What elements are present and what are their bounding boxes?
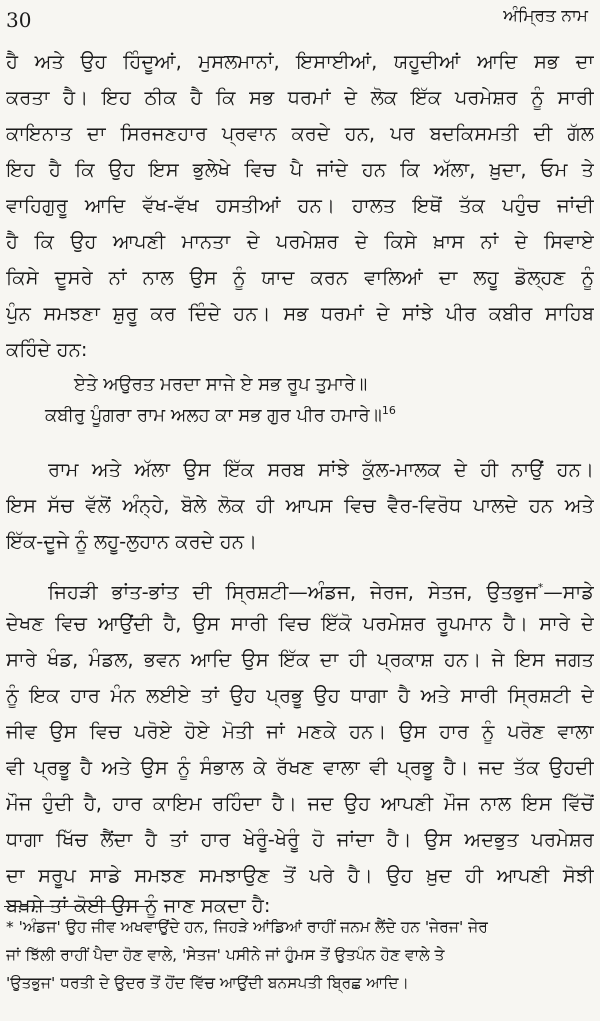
footnote-line: ਜਾਂ ਝਿੱਲੀ ਰਾਹੀਂ ਪੈਦਾ ਹੋਣ ਵਾਲੇ, 'ਸੇਤਜ' ਪਸੀਨੇ ਜਾਂ ਹੁੰਮਸ ਤੋਂ ਉਤਪੰਨ ਹੋਣ ਵਾਲੇ ਤੇ xyxy=(6,946,445,964)
paragraph-line: ਵਾਹਿਗੁਰੂ ਆਦਿ ਵੱਖ-ਵੱਖ ਹਸਤੀਆਂ ਹਨ। ਹਾਲਤ ਇਥੋਂ ਤੱਕ ਪਹੁੰਚ ਜਾਂਦੀ xyxy=(6,194,594,217)
footnote-line: 'ਉਤਭੁਜ' ਧਰਤੀ ਦੇ ਉਦਰ ਤੋਂ ਹੋਂਦ ਵਿੱਚ ਆਉਂਦੀ ਬਨਸਪਤੀ ਬ੍ਰਿਛ ਆਦਿ। xyxy=(6,974,409,992)
paragraph-line: ਪੁੰਨ ਸਮਝਣਾ ਸ਼ੁਰੂ ਕਰ ਦਿੰਦੇ ਹਨ। ਸਭ ਧਰਮਾਂ ਦੇ ਸਾਂਝੇ ਪੀਰ ਕਬੀਰ ਸਾਹਿਬ xyxy=(6,302,594,325)
paragraph-line: ਜੀਵ ਉਸ ਵਿਚ ਪਰੋਏ ਹੋਏ ਮੋਤੀ ਜਾਂ ਮਣਕੇ ਹਨ। ਉਸ ਹਾਰ ਨੂੰ ਪਰੋਣ ਵਾਲਾ xyxy=(6,720,594,743)
paragraph-line: ਇਹ ਹੈ ਕਿ ਉਹ ਇਸ ਭੁਲੇਖੇ ਵਿਚ ਪੈ ਜਾਂਦੇ ਹਨ ਕਿ ਅੱਲਾ, ਖ਼ੁਦਾ, ਓਮ ਤੇ xyxy=(6,158,594,181)
paragraph-line: ਸਾਰੇ ਖੰਡ, ਮੰਡਲ, ਭਵਨ ਆਦਿ ਉਸ ਇੱਕ ਦਾ ਹੀ ਪ੍ਰਕਾਸ਼ ਹਨ। ਜੇ ਇਸ ਜਗਤ xyxy=(6,648,594,671)
paragraph-line: ਵੀ ਪ੍ਰਭੂ ਹੈ ਅਤੇ ਉਸ ਨੂੰ ਸੰਭਾਲ ਕੇ ਰੱਖਣ ਵਾਲਾ ਵੀ ਪ੍ਰਭੂ ਹੈ। ਜਦ ਤੱਕ ਉਹਦੀ xyxy=(6,756,594,779)
page-header xyxy=(6,6,588,34)
paragraph-line: ਰਾਮ ਅਤੇ ਅੱਲਾ ਉਸ ਇੱਕ ਸਰਬ ਸਾਂਝੇ ਕੁੱਲ-ਮਾਲਕ ਦੇ ਹੀ ਨਾਉਂ ਹਨ। xyxy=(48,458,594,481)
page-number: 30 xyxy=(6,8,32,32)
paragraph-line: ਬਖ਼ਸ਼ੇ ਤਾਂ ਕੋਈ ਉਸ ਨੂੰ ਜਾਣ ਸਕਦਾ ਹੈ: xyxy=(6,894,271,917)
paragraph-line: ਇੱਕ-ਦੂਜੇ ਨੂੰ ਲਹੂ-ਲੁਹਾਨ ਕਰਦੇ ਹਨ। xyxy=(6,530,258,553)
paragraph-line: ਕਿਸੇ ਦੂਸਰੇ ਨਾਂ ਨਾਲ ਉਸ ਨੂੰ ਯਾਦ ਕਰਨ ਵਾਲਿਆਂ ਦਾ ਲਹੂ ਡੋਲ੍ਹਣ ਨੂੰ xyxy=(6,266,594,289)
footnote-marker: * xyxy=(537,581,544,594)
paragraph-line: ਇਸ ਸੱਚ ਵੱਲੋਂ ਅੰਨ੍ਹੇ, ਬੋਲੇ ਲੋਕ ਹੀ ਆਪਸ ਵਿਚ ਵੈਰ-ਵਿਰੋਧ ਪਾਲਦੇ ਹਨ ਅਤੇ xyxy=(6,494,594,517)
footnote-rule xyxy=(4,906,150,907)
paragraph-line: ਕਰਤਾ ਹੈ। ਇਹ ਠੀਕ ਹੈ ਕਿ ਸਭ ਧਰਮਾਂ ਦੇ ਲੋਕ ਇੱਕ ਪਰਮੇਸ਼ਰ ਨੂੰ ਸਾਰੀ xyxy=(6,86,594,109)
verse-line-1: ਏਤੇ ਅਉਰਤ ਮਰਦਾ ਸਾਜੇ ਏ ਸਭ ਰੂਪ ਤੁਮਾਰੇ॥ xyxy=(74,374,368,395)
paragraph-line: ਧਾਗਾ ਖਿੱਚ ਲੈਂਦਾ ਹੈ ਤਾਂ ਹਾਰ ਖੇਰੂੰ-ਖੇਰੂੰ ਹੋ ਜਾਂਦਾ ਹੈ। ਉਸ ਅਦਭੁਤ ਪਰਮੇਸ਼ਰ xyxy=(6,828,594,851)
paragraph-line: ਹੈ ਕਿ ਉਹ ਆਪਣੀ ਮਾਨਤਾ ਦੇ ਪਰਮੇਸ਼ਰ ਦੇ ਕਿਸੇ ਖ਼ਾਸ ਨਾਂ ਦੇ ਸਿਵਾਏ xyxy=(6,230,594,253)
footnote-line: * 'ਅੰਡਜ' ਉਹ ਜੀਵ ਅਖਵਾਉਂਦੇ ਹਨ, ਜਿਹੜੇ ਆਂਡਿਆਂ ਰਾਹੀਂ ਜਨਮ ਲੈਂਦੇ ਹਨ 'ਜੇਰਜ' ਜੇਰ xyxy=(6,918,488,936)
paragraph-line: ਹੈ ਅਤੇ ਉਹ ਹਿੰਦੂਆਂ, ਮੁਸਲਮਾਨਾਂ, ਇਸਾਈਆਂ, ਯਹੂਦੀਆਂ ਆਦਿ ਸਭ ਦਾ xyxy=(6,50,594,73)
verse-line-2: ਕਬੀਰੁ ਪੂੰਗਰਾ ਰਾਮ ਅਲਹ ਕਾ ਸਭ ਗੁਰ ਪੀਰ ਹਮਾਰੇ॥$^{16}$ xyxy=(45,404,396,426)
paragraph-line: ਦਾ ਸਰੂਪ ਸਾਡੇ ਸਮਝਣ ਸਮਝਾਉਣ ਤੋਂ ਪਰੇ ਹੈ। ਉਹ ਖ਼ੁਦ ਹੀ ਆਪਣੀ ਸੋਝੀ xyxy=(6,864,594,887)
paragraph-line: ਨੂੰ ਇਕ ਹਾਰ ਮੰਨ ਲਈਏ ਤਾਂ ਉਹ ਪ੍ਰਭੂ ਉਹ ਧਾਗਾ ਹੈ ਅਤੇ ਸਾਰੀ ਸ੍ਰਿਸ਼ਟੀ ਦੇ xyxy=(6,684,594,707)
running-title: ਅੰਮ੍ਰਿਤ ਨਾਮ xyxy=(503,6,588,26)
verse-reference: 16 xyxy=(381,404,396,417)
paragraph-line: ਦੇਖਣ ਵਿਚ ਆਉਂਦੀ ਹੈ, ਉਸ ਸਾਰੀ ਵਿਚ ਇੱਕੋ ਪਰਮੇਸ਼ਰ ਰੂਪਮਾਨ ਹੈ। ਸਾਰੇ ਦੇ xyxy=(6,612,594,635)
paragraph-line: ਜਿਹੜੀ ਭਾਂਤ-ਭਾਂਤ ਦੀ ਸ੍ਰਿਸ਼ਟੀ—ਅੰਡਜ, ਜੇਰਜ, ਸੇਤਜ, ਉਤਭੁਜ*—ਸਾਡੇ xyxy=(48,580,594,604)
paragraph-line: ਕਾਇਨਾਤ ਦਾ ਸਿਰਜਣਹਾਰ ਪ੍ਰਵਾਨ ਕਰਦੇ ਹਨ, ਪਰ ਬਦਕਿਸਮਤੀ ਦੀ ਗੱਲ xyxy=(6,122,594,145)
paragraph-line: ਮੌਜ ਹੁੰਦੀ ਹੈ, ਹਾਰ ਕਾਇਮ ਰਹਿੰਦਾ ਹੈ। ਜਦ ਉਹ ਆਪਣੀ ਮੌਜ ਨਾਲ ਇਸ ਵਿੱਚੋਂ xyxy=(6,792,594,815)
paragraph-line: ਕਹਿੰਦੇ ਹਨ: xyxy=(6,338,88,361)
